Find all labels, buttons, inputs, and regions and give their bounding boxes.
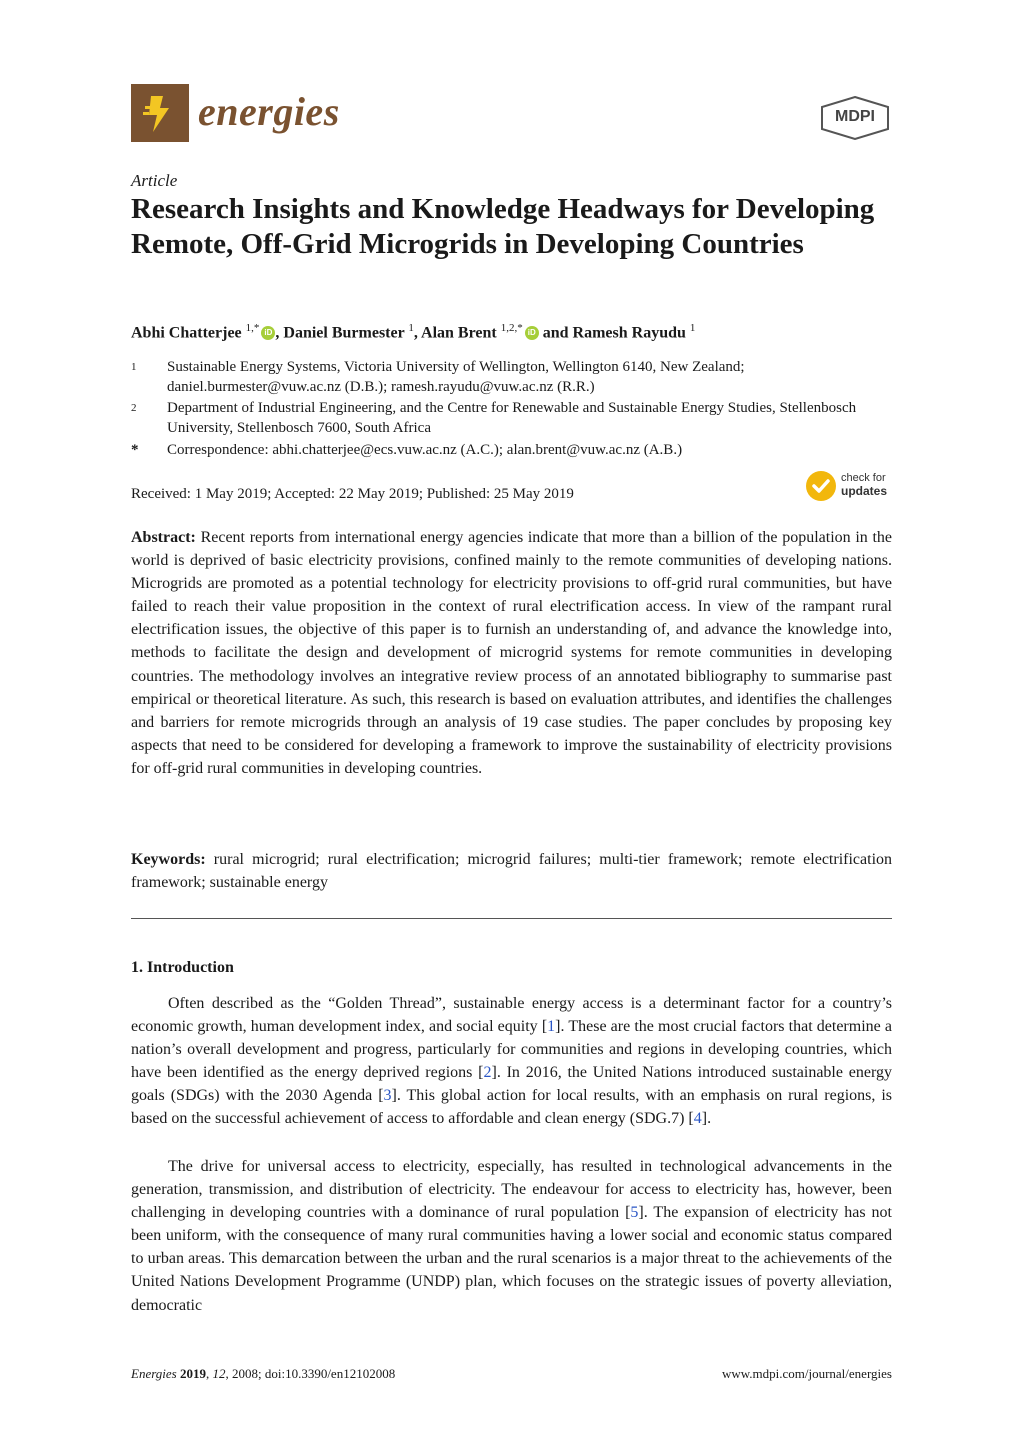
citation-link[interactable]: 5	[630, 1204, 639, 1222]
author-separator: ,	[413, 324, 422, 342]
correspondence	[131, 440, 891, 460]
paper-title: Research Insights and Knowledge Headways for Developing Remote, Off-Grid Microgrids in Developing Countries	[131, 193, 875, 260]
author-name: Abhi Chatterjee	[131, 324, 242, 342]
publication-dates: Received: 1 May 2019; Accepted: 22 May 2019; Published: 25 May 2019	[131, 486, 574, 502]
paragraph-text: ]. These are the most crucial factors that determine a nation’s overall development and progress, particularly for communities and regions in developing countries, which have been identified as the energy deprived regions [	[131, 1018, 893, 1082]
footer-volume: 12	[212, 1366, 226, 1381]
paragraph-text: Often described as the “Golden Thread”, sustainable energy access is a determinant factor for a country’s economic growth, human development index, and social equity [	[131, 995, 892, 1036]
citation-link[interactable]: 2	[483, 1064, 492, 1082]
affiliation-text: Department of Industrial Engineering, and the Centre for Renewable and Sustainable Energy Studies, Stellenbosch University, Stellenbosch 7600, South Africa	[167, 400, 857, 436]
orcid-icon[interactable]: iD	[525, 326, 539, 340]
mdpi-logo-text: MDPI	[835, 108, 875, 125]
section-heading: 1. Introduction	[131, 959, 234, 976]
affiliation-2	[131, 398, 891, 438]
keywords-label: Keywords:	[131, 851, 206, 868]
journal-name: energies	[198, 89, 340, 134]
affiliation-mark: *	[131, 442, 139, 458]
intro-paragraph-2	[131, 1155, 892, 1317]
intro-paragraph-1	[131, 992, 892, 1131]
footer-url[interactable]: www.mdpi.com/journal/energies	[721, 1366, 892, 1381]
journal-logo	[131, 84, 189, 142]
footer-citation: Energies 2019, 12, 2008; doi:10.3390/en12102008	[131, 1366, 396, 1381]
author-affiliation-mark: 1,2,*	[500, 322, 523, 334]
abstract-label: Abstract:	[131, 529, 196, 546]
paragraph-text: ]. This global action for local results, with an emphasis on rural regions, is based on the successful achievement of access to affordable and clean energy (SDG.7) [	[131, 1087, 893, 1128]
citation-link[interactable]: 3	[383, 1087, 392, 1105]
affiliation-text: Sustainable Energy Systems, Victoria University of Wellington, Wellington 6140, New Zealand; daniel.burmester@vuw.ac.nz (D.B.); ramesh.rayudu@vuw.ac.nz (R.R.)	[167, 359, 745, 395]
lightning-icon	[131, 84, 189, 142]
author-list	[131, 322, 931, 342]
abstract	[131, 526, 892, 780]
paragraph-text: ]. In 2016, the United Nations introduced sustainable energy goals (SDGs) with the 2030 Agenda [	[131, 1064, 892, 1105]
affiliation-1	[131, 357, 891, 397]
affiliation-text: Correspondence: abhi.chatterjee@ecs.vuw.ac.nz (A.C.); alan.brent@vuw.ac.nz (A.B.)	[167, 442, 683, 458]
citation-link[interactable]: 1	[547, 1018, 556, 1036]
paragraph-text: ]. The expansion of electricity has not been uniform, with the consequence of many rural communities having a lower social and economic status compared to urban areas. This demarcation between the urban and the rural scenarios is a major threat to the achievements of the United Nations Development Programme (UNDP) plan, which focuses on the strategic issues of poverty alleviation, democratic	[131, 1204, 892, 1314]
check-for-label: check for	[841, 472, 886, 484]
mdpi-logo	[820, 96, 890, 140]
affiliation-mark: 1	[131, 361, 137, 373]
author-name: Daniel Burmester	[283, 324, 405, 342]
author-affiliation-mark: 1	[408, 322, 414, 334]
paragraph-text: The drive for universal access to electricity, especially, has resulted in technological advancements in the generation, transmission, and distribution of electricity. The endeavour for access to electricity has, however, been challenging in developing countries with a dominance of rural population [	[131, 1158, 892, 1222]
check-for-updates-badge[interactable]	[805, 470, 895, 504]
updates-label: updates	[841, 484, 888, 498]
author-and: and	[538, 324, 573, 342]
footer-year: 2019	[179, 1366, 206, 1381]
author-affiliation-mark: 1	[689, 322, 696, 334]
orcid-icon[interactable]: iD	[261, 326, 275, 340]
footer-journal: Energies	[131, 1366, 177, 1381]
keywords	[131, 848, 892, 894]
divider	[131, 918, 892, 919]
author-name: Ramesh Rayudu	[572, 324, 686, 342]
checkmark-icon	[805, 470, 837, 502]
author-separator: ,	[275, 324, 284, 342]
author-name: Alan Brent	[421, 324, 497, 342]
article-type: Article	[131, 171, 178, 190]
footer-doi: , 2008; doi:10.3390/en12102008	[225, 1366, 396, 1381]
affiliation-mark: 2	[131, 402, 137, 414]
paragraph-text: ].	[701, 1110, 712, 1128]
author-affiliation-mark: 1,*	[245, 322, 260, 334]
citation-link[interactable]: 4	[693, 1110, 702, 1128]
abstract-text: Recent reports from international energy agencies indicate that more than a billion of the population in the world is deprived of basic electricity provisions, confined mainly to the remote communities of developing nations. Microgrids are promoted as a potential technology for electricity provisions to off-grid rural communities, but have failed to reach their value proposition in the context of rural electrification access. In view of the rampant rural electrification issues, the objective of this paper is to furnish an understanding of, and advance the knowledge into, methods to facilitate the design and development of microgrid systems for remote communities in developing countries. The methodology involves an integrative review process of an annotated bibliography to summarise past empirical or theoretical literature. As such, this research is based on evaluation attributes, and identifies the challenges and barriers for remote microgrids through an analysis of 19 case studies. The paper concludes by proposing key aspects that need to be considered for developing a framework to improve the sustainability of electricity provisions for off-grid rural communities in developing countries.	[131, 529, 893, 777]
keywords-text: rural microgrid; rural electrification; microgrid failures; multi-tier framework; remote electrification framework; sustainable energy	[131, 851, 893, 892]
